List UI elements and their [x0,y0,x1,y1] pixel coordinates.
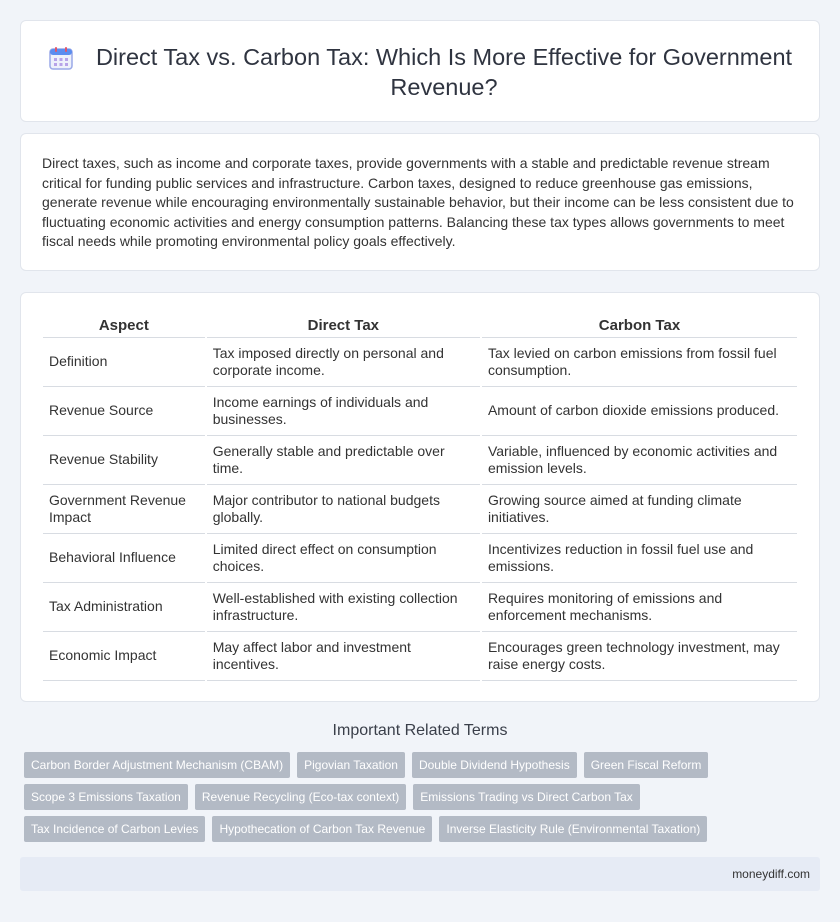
table-row [43,387,797,436]
carbon-tax-cell: Encourages green technology investment, may raise energy costs. [482,632,797,681]
direct-tax-cell: Limited direct effect on consumption choices. [207,534,480,583]
carbon-tax-cell: Growing source aimed at funding climate initiatives. [482,485,797,534]
direct-tax-cell: Tax imposed directly on personal and corporate income. [207,338,480,387]
direct-tax-cell: Well-established with existing collection infrastructure. [207,583,480,632]
tag-row [20,816,820,842]
header-direct-tax: Direct Tax [207,315,480,338]
title-card [20,20,820,122]
carbon-tax-cell: Incentivizes reduction in fossil fuel use and emissions. [482,534,797,583]
tag-row [20,752,820,778]
related-terms-tags [20,752,820,848]
aspect-cell: Revenue Source [43,387,205,436]
tag-row [20,784,820,810]
related-term-tag[interactable]: Carbon Border Adjustment Mechanism (CBAM) [24,752,290,778]
header-carbon-tax: Carbon Tax [482,315,797,338]
footer [20,857,820,891]
carbon-tax-cell: Amount of carbon dioxide emissions produced. [482,387,797,436]
header-aspect: Aspect [43,315,205,338]
direct-tax-cell: May affect labor and investment incentives. [207,632,480,681]
carbon-tax-cell: Requires monitoring of emissions and enforcement mechanisms. [482,583,797,632]
aspect-cell: Revenue Stability [43,436,205,485]
aspect-cell: Economic Impact [43,632,205,681]
table-row [43,436,797,485]
related-term-tag[interactable]: Green Fiscal Reform [584,752,709,778]
table-row [43,338,797,387]
related-term-tag[interactable]: Pigovian Taxation [297,752,405,778]
intro-card [20,133,820,271]
related-term-tag[interactable]: Emissions Trading vs Direct Carbon Tax [413,784,640,810]
related-term-tag[interactable]: Inverse Elasticity Rule (Environmental Taxation) [439,816,707,842]
footer-site-link[interactable]: moneydiff.com [732,867,810,881]
related-term-tag[interactable]: Scope 3 Emissions Taxation [24,784,188,810]
carbon-tax-cell: Variable, influenced by economic activities and emission levels. [482,436,797,485]
comparison-table [41,315,799,681]
aspect-cell: Government Revenue Impact [43,485,205,534]
table-row [43,583,797,632]
related-terms-title: Important Related Terms [332,722,508,739]
title-row [21,21,821,123]
comparison-card [20,292,820,702]
aspect-cell: Tax Administration [43,583,205,632]
table-row [43,632,797,681]
related-term-tag[interactable]: Double Dividend Hypothesis [412,752,577,778]
table-row [43,534,797,583]
related-term-tag[interactable]: Revenue Recycling (Eco-tax context) [195,784,406,810]
aspect-cell: Behavioral Influence [43,534,205,583]
table-row [43,485,797,534]
related-term-tag[interactable]: Tax Incidence of Carbon Levies [24,816,205,842]
direct-tax-cell: Income earnings of individuals and businesses. [207,387,480,436]
related-term-tag[interactable]: Hypothecation of Carbon Tax Revenue [212,816,432,842]
calendar-icon [48,45,74,71]
direct-tax-cell: Major contributor to national budgets globally. [207,485,480,534]
table-header-row [43,315,797,338]
aspect-cell: Definition [43,338,205,387]
intro-paragraph: Direct taxes, such as income and corporate taxes, provide governments with a stable and predictable revenue stream critical for funding public services and infrastructure. Carbon taxes, designed to reduce greenhouse gas emissions, generate revenue while encouraging environmentally sustainable behavior, but their income can be less consistent due to fluctuating economic activities and energy consumption patterns. Balancing these tax types allows governments to meet fiscal needs while promoting environmental policy goals effectively. [42,155,794,249]
carbon-tax-cell: Tax levied on carbon emissions from fossil fuel consumption. [482,338,797,387]
direct-tax-cell: Generally stable and predictable over time. [207,436,480,485]
page-title: Direct Tax vs. Carbon Tax: Which Is More Effective for Government Revenue? [95,44,793,100]
